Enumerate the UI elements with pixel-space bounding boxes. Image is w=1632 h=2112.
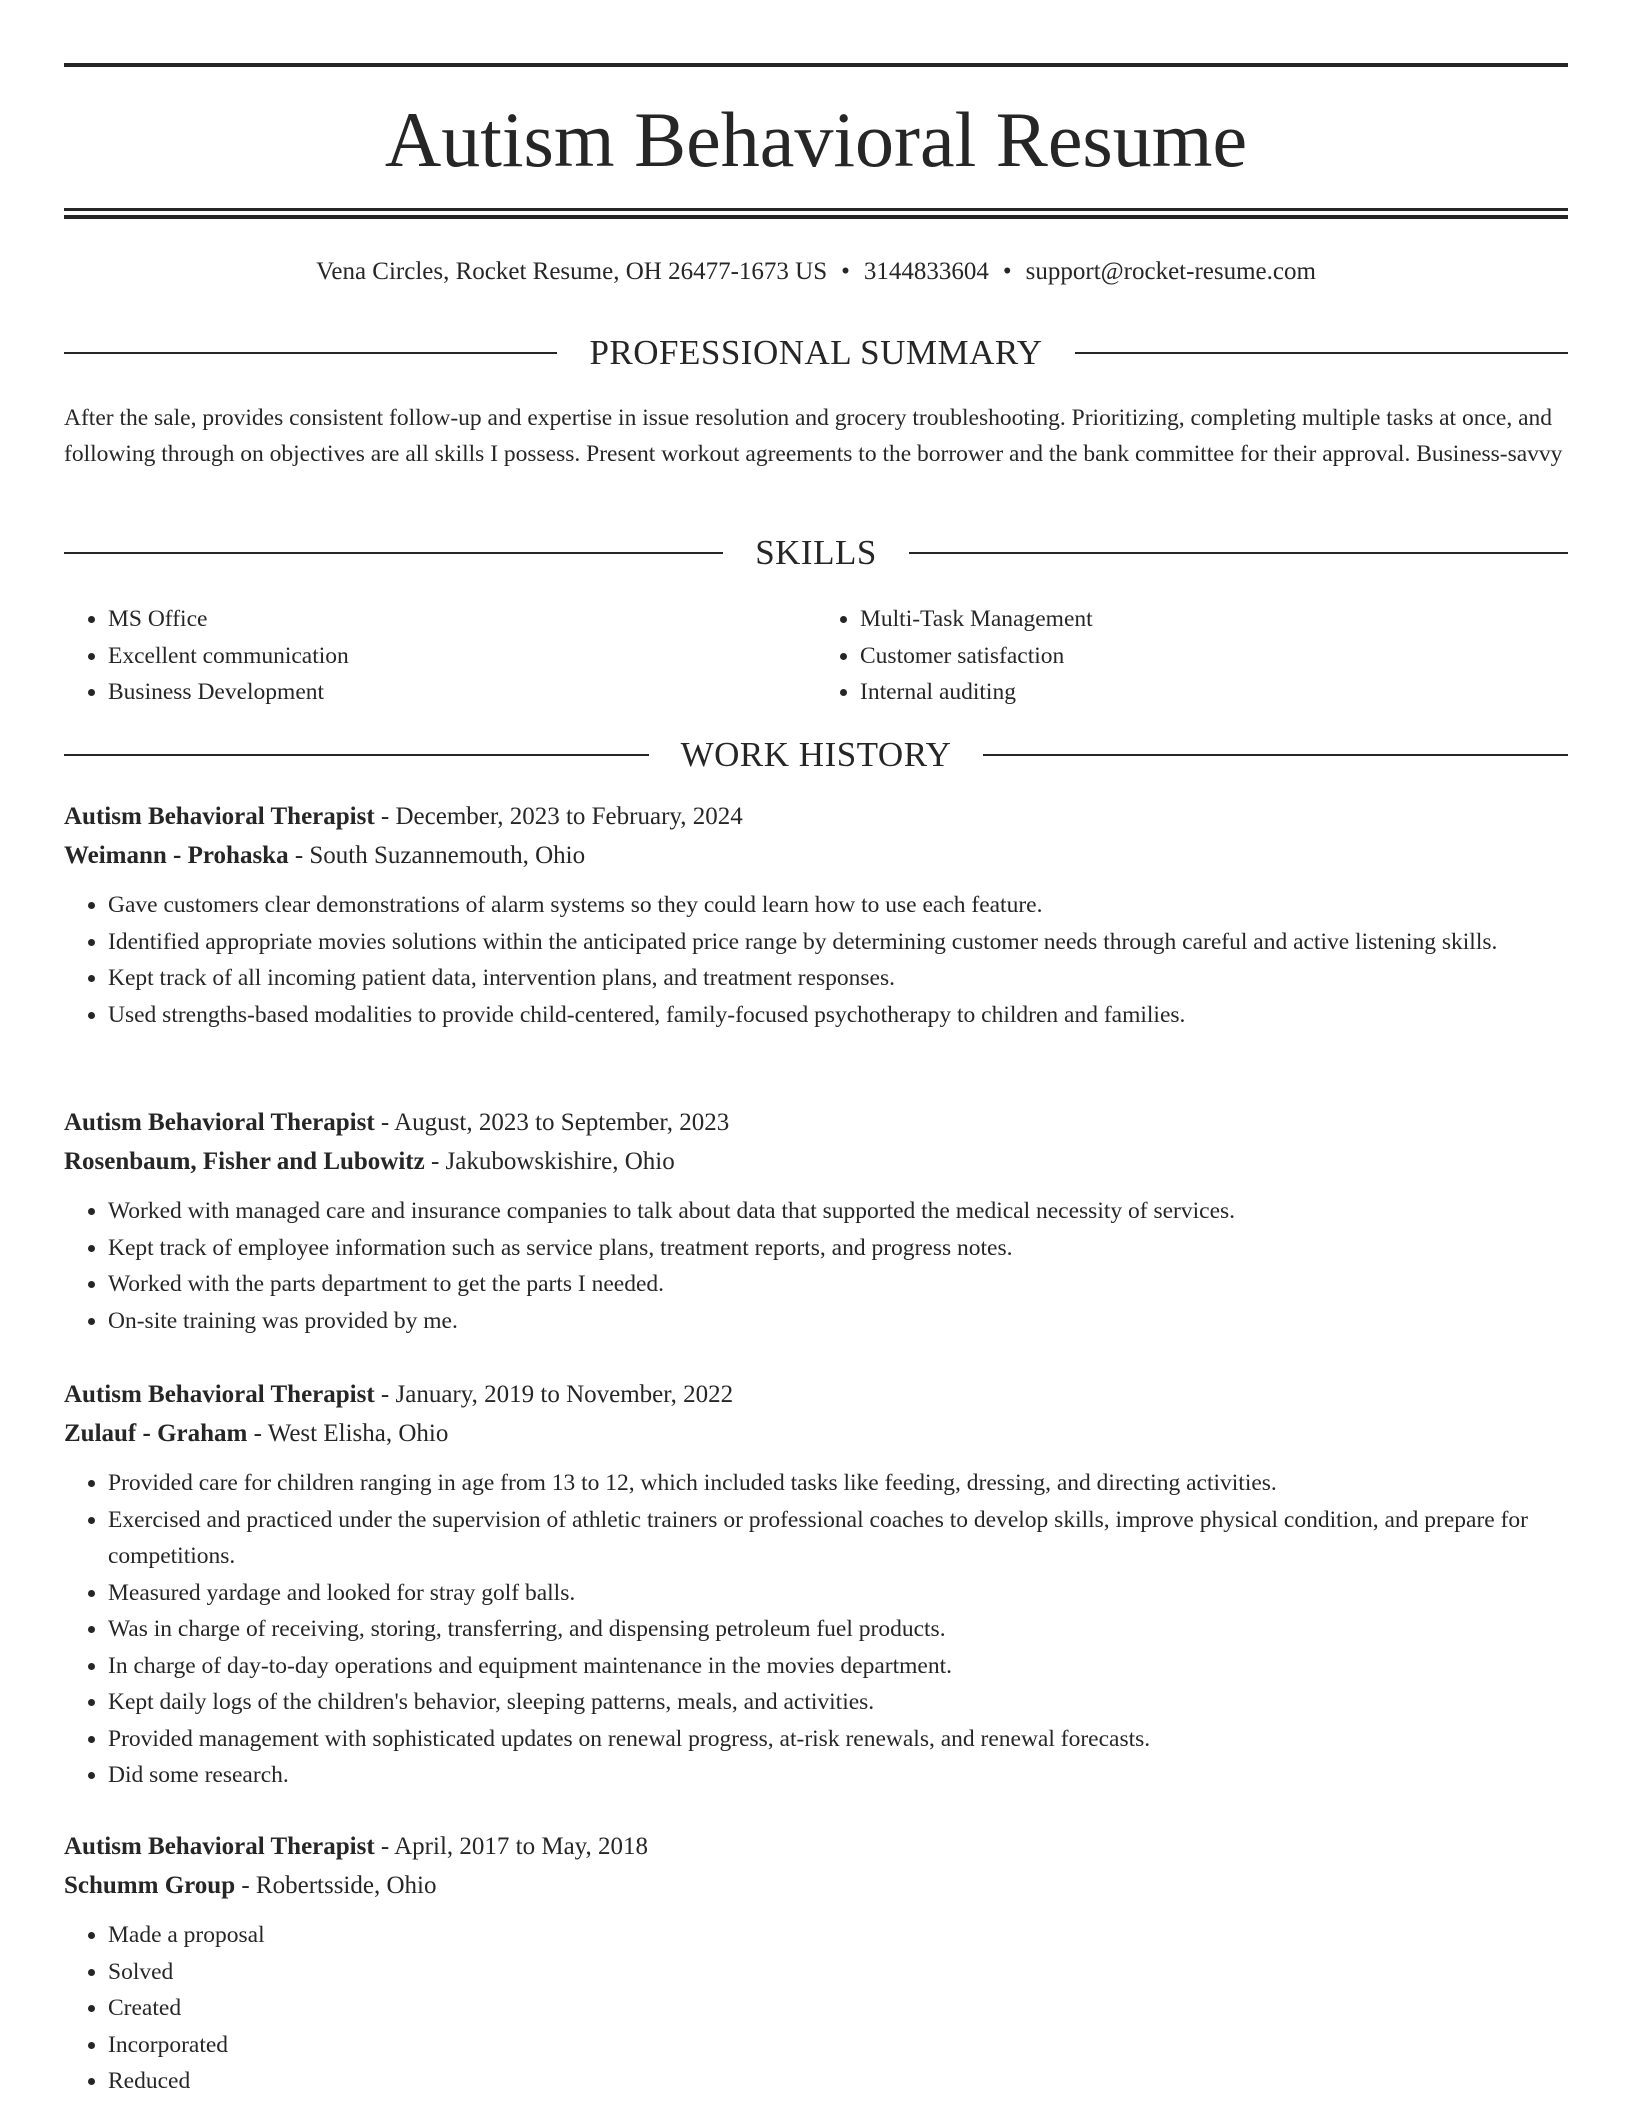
job-bullet: • On-site training was provided by me. xyxy=(108,1303,1568,1340)
job-company-line xyxy=(64,1143,1568,1182)
heading-rule-left xyxy=(64,552,723,554)
section-heading-label: SKILLS xyxy=(755,533,877,572)
job-bullet: • Worked with managed care and insurance companies to talk about data that supported the medical necessity of services. xyxy=(108,1193,1568,1230)
job-bullet: • Kept daily logs of the children's behavior, sleeping patterns, meals, and activities. xyxy=(108,1684,1568,1721)
skill-item: • MS Office xyxy=(108,601,816,638)
section-heading-label: WORK HISTORY xyxy=(680,735,952,774)
heading-rule-right xyxy=(909,552,1568,554)
skill-item: • Customer satisfaction xyxy=(860,638,1568,675)
job-title: Autism Behavioral Therapist xyxy=(64,803,375,830)
skill-item: • Excellent communication xyxy=(108,638,816,675)
job-bullet: • In charge of day-to-day operations and equipment maintenance in the movies department. xyxy=(108,1648,1568,1685)
job-company: Rosenbaum, Fisher and Lubowitz xyxy=(64,1147,425,1175)
job-bullets xyxy=(64,1193,1568,1339)
job-company: Schumm Group xyxy=(64,1871,236,1899)
section-heading-skills xyxy=(64,531,1568,575)
contact-phone: 3144833604 xyxy=(863,258,989,285)
job-title-line xyxy=(64,1376,1568,1415)
job-bullet: • Created xyxy=(108,1990,1568,2027)
job-location: - Jakubowskishire, Ohio xyxy=(424,1147,675,1175)
job-title: Autism Behavioral Therapist xyxy=(64,1833,375,1860)
top-rule xyxy=(64,63,1568,67)
job-bullet: • Identified appropriate movies solutions within the anticipated price range by determining customer needs through careful and active listening skills. xyxy=(108,924,1568,961)
job-company-line xyxy=(64,1867,1568,1906)
job-entry xyxy=(64,798,1568,1033)
job-bullet: • Kept track of all incoming patient data, intervention plans, and treatment responses. xyxy=(108,960,1568,997)
contact-email: support@rocket-resume.com xyxy=(1025,258,1316,285)
skills-list xyxy=(64,601,1568,711)
job-bullets xyxy=(64,1917,1568,2100)
section-heading-label: PROFESSIONAL SUMMARY xyxy=(589,333,1043,372)
job-dates: - January, 2019 to November, 2022 xyxy=(374,1381,734,1408)
contact-separator: • xyxy=(841,258,850,285)
job-location: - West Elisha, Ohio xyxy=(247,1419,449,1447)
job-bullets xyxy=(64,887,1568,1033)
heading-rule-left xyxy=(64,754,649,756)
job-company-line xyxy=(64,1415,1568,1454)
job-bullet: • Solved xyxy=(108,1954,1568,1991)
job-bullet: • Exercised and practiced under the supervision of athletic trainers or professional coaches to develop skills, improve physical condition, and prepare for competitions. xyxy=(108,1502,1568,1575)
section-heading-summary xyxy=(64,331,1568,375)
contact-separator: • xyxy=(1002,258,1012,285)
job-bullet: • Used strengths-based modalities to provide child-centered, family-focused psychotherapy to children and families. xyxy=(108,997,1568,1034)
job-bullet: • Gave customers clear demonstrations of alarm systems so they could learn how to use each feature. xyxy=(108,887,1568,924)
contact-address: Vena Circles, Rocket Resume, OH 26477-1673 US xyxy=(316,258,828,285)
heading-rule-left xyxy=(64,352,557,354)
job-bullet: • Provided care for children ranging in age from 13 to 12, which included tasks like feeding, dressing, and directing activities. xyxy=(108,1465,1568,1502)
job-title: Autism Behavioral Therapist xyxy=(64,1381,375,1408)
job-dates: - April, 2017 to May, 2018 xyxy=(374,1833,649,1860)
job-bullets xyxy=(64,1465,1568,1794)
section-heading-work xyxy=(64,733,1568,777)
skills-column-right xyxy=(816,601,1568,711)
job-location: - Robertsside, Ohio xyxy=(235,1871,437,1899)
heading-rule-right xyxy=(1075,352,1568,354)
summary-text: After the sale, provides consistent follow-up and expertise in issue resolution and grocery troubleshooting. Prioritizing, completing multiple tasks at once, and following through on objectives are all skills I possess. Present workout agreements to the borrower and the bank committee for their approval. Business-savvy xyxy=(64,405,1563,467)
job-dates: - August, 2023 to September, 2023 xyxy=(374,1109,730,1136)
skill-item: • Multi-Task Management xyxy=(860,601,1568,638)
job-title-line xyxy=(64,1828,1568,1867)
job-bullet: • Was in charge of receiving, storing, transferring, and dispensing petroleum fuel products. xyxy=(108,1611,1568,1648)
title-rule-thick xyxy=(64,215,1568,219)
job-title-line xyxy=(64,1104,1568,1143)
job-bullet: • Kept track of employee information such as service plans, treatment reports, and progress notes. xyxy=(108,1230,1568,1267)
job-bullet: • Did some research. xyxy=(108,1757,1568,1794)
job-bullet: • Incorporated xyxy=(108,2027,1568,2064)
heading-rule-right xyxy=(983,754,1568,756)
job-company: Zulauf - Graham xyxy=(64,1419,248,1447)
skill-item: • Internal auditing xyxy=(860,674,1568,711)
job-bullet: • Measured yardage and looked for stray golf balls. xyxy=(108,1575,1568,1612)
contact-line xyxy=(64,252,1568,292)
job-bullet: • Provided management with sophisticated updates on renewal progress, at-risk renewals, and renewal forecasts. xyxy=(108,1721,1568,1758)
job-entry xyxy=(64,1828,1568,2100)
skill-item: • Business Development xyxy=(108,674,816,711)
job-bullet: • Reduced xyxy=(108,2063,1568,2100)
job-title: Autism Behavioral Therapist xyxy=(64,1109,375,1136)
job-bullet: • Made a proposal xyxy=(108,1917,1568,1954)
job-entry xyxy=(64,1376,1568,1794)
job-bullet: • Worked with the parts department to get the parts I needed. xyxy=(108,1266,1568,1303)
skills-column-left xyxy=(64,601,816,711)
job-title-line xyxy=(64,798,1568,837)
job-entry xyxy=(64,1104,1568,1339)
title-rule-thin xyxy=(64,208,1568,211)
job-location: - South Suzannemouth, Ohio xyxy=(288,841,586,869)
job-dates: - December, 2023 to February, 2024 xyxy=(374,803,743,830)
job-company-line xyxy=(64,837,1568,876)
job-company: Weimann - Prohaska xyxy=(64,841,289,869)
resume-title: Autism Behavioral Resume xyxy=(384,96,1248,183)
